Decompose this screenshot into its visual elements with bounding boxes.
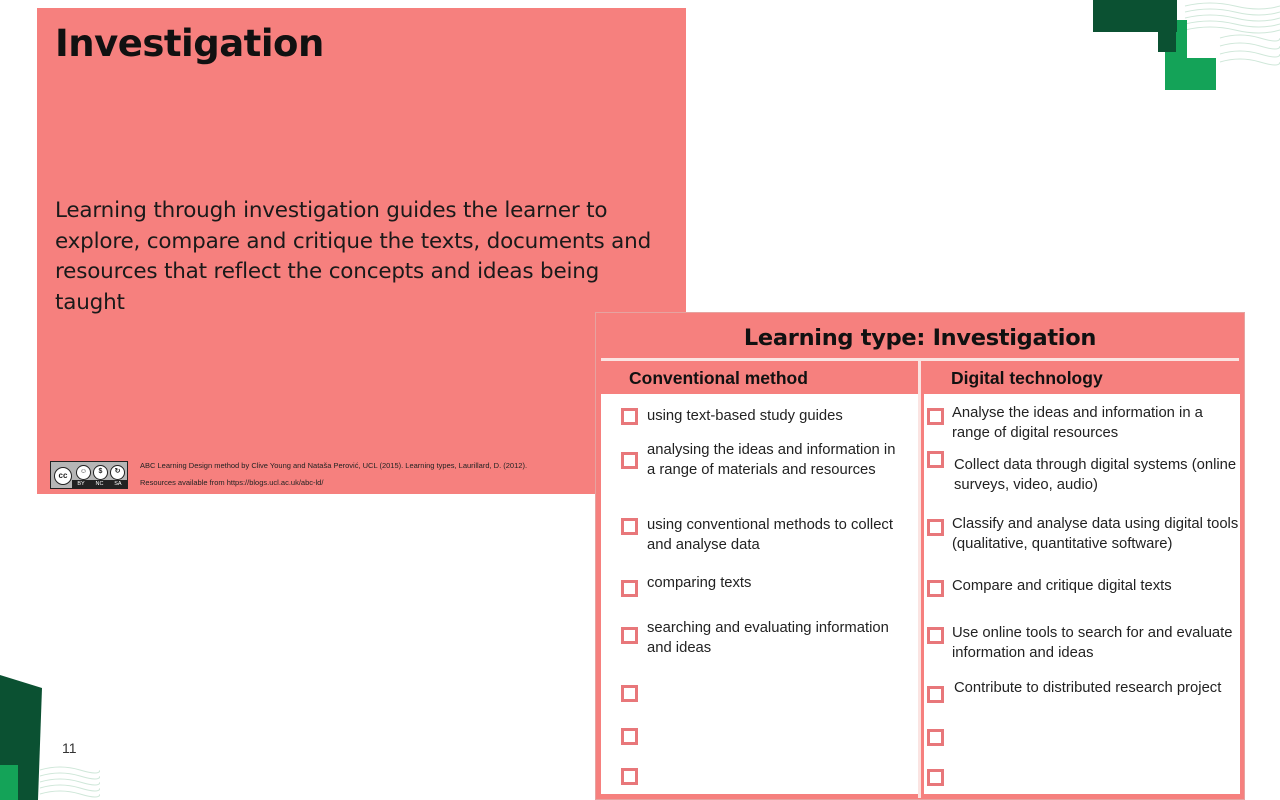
checkbox[interactable] (927, 769, 944, 786)
item-text: using text-based study guides (647, 408, 843, 424)
license-nc: NC (95, 481, 104, 487)
item-text: Analyse the ideas and information in a range of digital resources (952, 405, 1203, 441)
checkbox[interactable] (621, 408, 638, 425)
checkbox[interactable] (927, 686, 944, 703)
item-text: searching and evaluating information and ideas (647, 620, 889, 656)
item-text: analysing the ideas and information in a range of materials and resources (647, 442, 896, 478)
license-sa: SA (114, 481, 122, 487)
dotted-wave-pattern (1185, 3, 1280, 65)
digital-technology-header: Digital technology (951, 368, 1103, 388)
checkbox[interactable] (621, 768, 638, 785)
column-divider (918, 358, 921, 798)
checkbox[interactable] (927, 519, 944, 536)
checkbox[interactable] (927, 729, 944, 746)
credit-line-2: Resources available from https://blogs.ucl.ac.uk/abc-ld/ (140, 478, 324, 487)
bottom-left-decoration (0, 670, 100, 800)
cc-icon: cc (54, 467, 72, 485)
slide-title: Investigation (55, 22, 324, 65)
item-text: Classify and analyse data using digital tools (qualitative, quantitative software) (952, 516, 1239, 552)
conventional-method-header: Conventional method (629, 368, 808, 388)
checkbox[interactable] (621, 685, 638, 702)
checkbox[interactable] (621, 627, 638, 644)
item-text: Contribute to distributed research project (954, 680, 1222, 696)
learning-type-table (595, 312, 1245, 800)
green-block-dark-2 (1158, 0, 1176, 52)
item-text: Collect data through digital systems (online surveys, video, audio) (954, 457, 1237, 493)
by-icon: ☺ (76, 465, 91, 480)
checkbox[interactable] (621, 452, 638, 469)
license-by: BY (77, 481, 85, 487)
checkbox[interactable] (927, 580, 944, 597)
green-block-bright-2 (1165, 58, 1216, 90)
checkbox[interactable] (621, 728, 638, 745)
checkbox[interactable] (927, 627, 944, 644)
table-title: Learning type: Investigation (743, 325, 1097, 351)
license-strip (72, 480, 127, 488)
item-text: Compare and critique digital texts (952, 578, 1172, 594)
green-shape-bright (0, 765, 18, 800)
cc-license-badge (50, 461, 128, 489)
sa-icon: ↻ (110, 465, 125, 480)
top-right-decoration (1090, 0, 1280, 95)
item-text: comparing texts (647, 575, 752, 591)
slide-panel (37, 8, 686, 494)
checkbox[interactable] (621, 518, 638, 535)
slide-description: Learning through investigation guides the learner to explore, compare and critique the texts, documents and resources that reflect the concepts and ideas being taught (55, 198, 652, 315)
item-text: using conventional methods to collect and analyse data (647, 517, 893, 553)
conventional-method-column (601, 394, 918, 794)
credit-line-1: ABC Learning Design method by Clive Young and Nataša Perović, UCL (2015). Learning types, Laurillard, D. (2012). (140, 461, 528, 470)
item-text: Use online tools to search for and evaluate information and ideas (952, 625, 1233, 661)
checkbox[interactable] (927, 451, 944, 468)
nc-icon: $ (93, 465, 108, 480)
page-number: 11 (62, 740, 77, 756)
checkbox[interactable] (621, 580, 638, 597)
digital-technology-column (924, 394, 1240, 794)
checkbox[interactable] (927, 408, 944, 425)
